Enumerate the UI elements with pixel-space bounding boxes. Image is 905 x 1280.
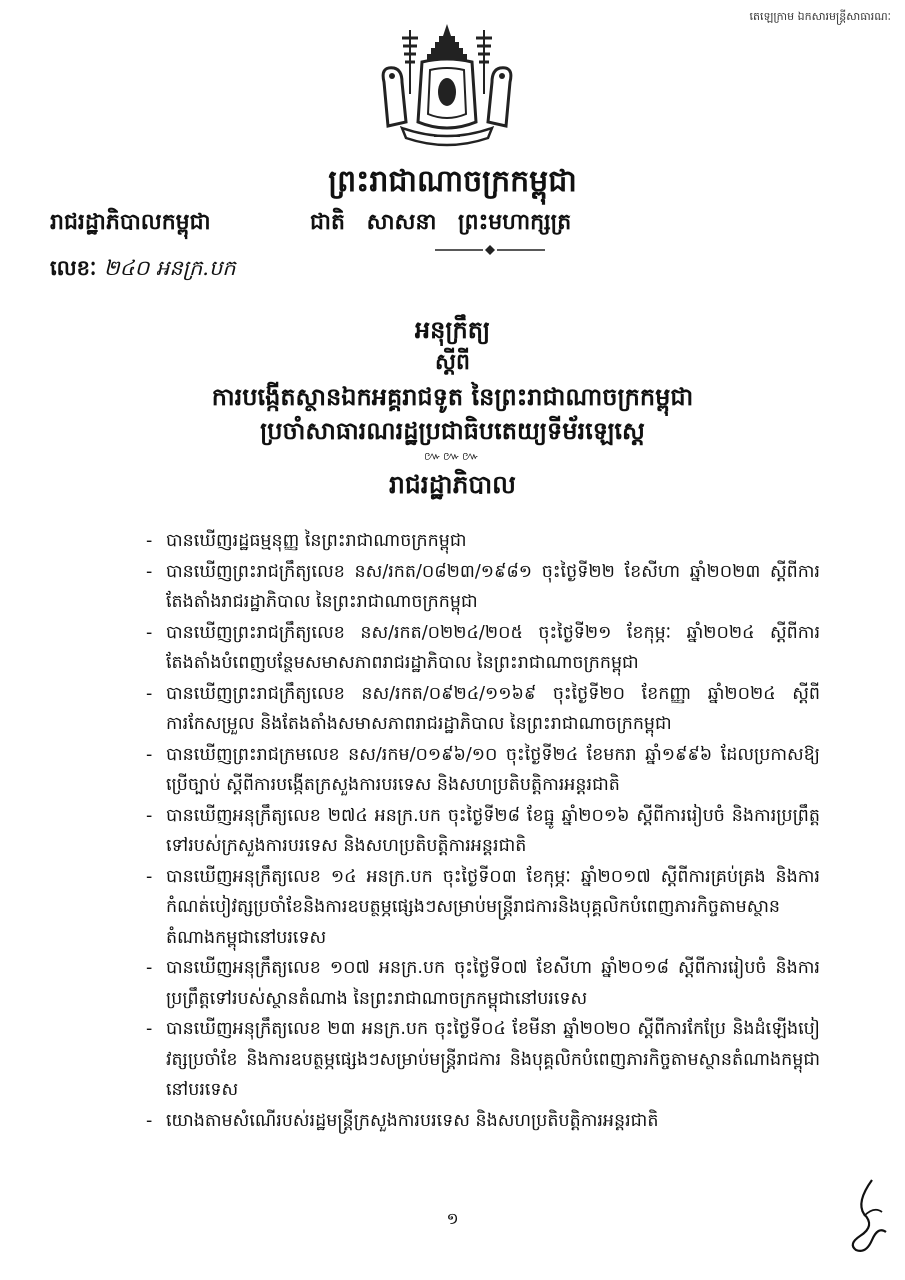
- clause-item: - បានឃើញរដ្ឋធម្មនុញ្ញ នៃព្រះរាជាណាចក្រកម្ពុជា: [146, 531, 467, 551]
- clause-text: បានឃើញអនុក្រឹត្យលេខ ២៣ អនក្រ.បក ចុះថ្ងៃទី០៤ ខែមីនា ឆ្នាំ២០២០ ស្តីពីការកែប្រែ និងដំឡើងបៀវត្សប្រចាំខែ និងការឧបត្ថម្ភផ្សេងៗសម្រាប់មន្ត្រីរាជការ និងបុគ្គលិកបំពេញភារកិច្ចតាមស្ថានតំណាងកម្ពុជានៅបរទេស: [166, 1019, 820, 1100]
- national-motto: ជាតិ សាសនា ព្រះមហាក្សត្រ: [310, 210, 572, 235]
- document-reference: [50, 255, 236, 286]
- clause-item: - បានឃើញអនុក្រឹត្យលេខ ១០៧ អនក្រ.បក ចុះថ្ងៃទី០៧ ខែសីហា ឆ្នាំ២០១៨ ស្តីពីការរៀបចំ និងការប្រព្រឹត្តទៅរបស់ស្ថានតំណាង នៃព្រះរាជាណាចក្រកម្ពុជានៅបរទេស: [146, 958, 820, 1009]
- clause-text: បានឃើញព្រះរាជក្រឹត្យលេខ នស/រកត/០៩២៤/១១៦៩ ចុះថ្ងៃទី២០ ខែកញ្ញា ឆ្នាំ២០២៤ ស្តីពីការកែសម្រួល និងតែងតាំងសមាសភាពរាជរដ្ឋាភិបាល នៃព្រះរាជាណាចក្រកម្ពុជា: [166, 683, 820, 734]
- royal-emblem-icon: [372, 22, 522, 154]
- title-separator: ៚៚៚: [424, 449, 481, 463]
- motto-ornament: [435, 244, 545, 256]
- issuer-heading: រាជរដ្ឋាភិបាល: [389, 470, 516, 499]
- reference-label: លេខៈ: [50, 256, 97, 280]
- signature-icon: [842, 1176, 892, 1256]
- clause-text: បានឃើញព្រះរាជក្រឹត្យលេខ នស/រកត/០៨២៣/១៩៨១ ចុះថ្ងៃទី២២ ខែសីហា ឆ្នាំ២០២៣ ស្តីពីការតែងតាំងរាជរដ្ឋាភិបាល នៃព្រះរាជាណាចក្រកម្ពុជា: [166, 561, 820, 612]
- reference-number: ២៤០ អនក្រ.បក: [103, 256, 236, 280]
- clause-item: - បានឃើញព្រះរាជក្រឹត្យលេខ នស/រកត/០៩២៤/១១៦៩ ចុះថ្ងៃទី២០ ខែកញ្ញា ឆ្នាំ២០២៤ ស្តីពីការកែសម្រួល និងតែងតាំងសមាសភាពរាជរដ្ឋាភិបាល នៃព្រះរាជាណាចក្រកម្ពុជា: [146, 683, 820, 734]
- clause-item: - យោងតាមសំណើរបស់រដ្ឋមន្ត្រីក្រសួងការបរទេស និងសហប្រតិបត្តិការអន្តរជាតិ: [146, 1110, 659, 1131]
- document-type: អនុក្រឹត្យ: [414, 316, 491, 344]
- subject-line-1: ការបង្កើតស្ថានឯកអគ្គរាជទូត នៃព្រះរាជាណាចក្រកម្ពុជា: [211, 383, 694, 411]
- clause-item: - បានឃើញព្រះរាជក្រមលេខ នស/រកម/០១៩៦/១០ ចុះថ្ងៃទី២៤ ខែមករា ឆ្នាំ១៩៩៦ ដែលប្រកាសឱ្យប្រើច្បាប់ ស្តីពីការបង្កើតក្រសួងការបរទេស និងសហប្រតិបត្តិការអន្តរជាតិ: [146, 744, 820, 795]
- clause-text: បានឃើញអនុក្រឹត្យលេខ ១០៧ អនក្រ.បក ចុះថ្ងៃទី០៧ ខែសីហា ឆ្នាំ២០១៨ ស្តីពីការរៀបចំ និងការប្រព្រឹត្តទៅរបស់ស្ថានតំណាង នៃព្រះរាជាណាចក្រកម្ពុជានៅបរទេស: [166, 958, 820, 1009]
- clause-text: បានឃើញរដ្ឋធម្មនុញ្ញ នៃព្រះរាជាណាចក្រកម្ពុជា: [166, 531, 467, 551]
- clause-text: បានឃើញព្រះរាជក្រមលេខ នស/រកម/០១៩៦/១០ ចុះថ្ងៃទី២៤ ខែមករា ឆ្នាំ១៩៩៦ ដែលប្រកាសឱ្យប្រើច្បាប់ ស្តីពីការបង្កើតក្រសួងការបរទេស និងសហប្រតិបត្តិការអន្តរជាតិ: [166, 744, 820, 795]
- clause-text: បានឃើញព្រះរាជក្រឹត្យលេខ នស/រកត/០២២៤/២០៥ ចុះថ្ងៃទី២១ ខែកុម្ភៈ ឆ្នាំ២០២៤ ស្តីពីការតែងតាំងបំពេញបន្ថែមសមាសភាពរាជរដ្ឋាភិបាល នៃព្រះរាជាណាចក្រកម្ពុជា: [166, 622, 820, 673]
- clause-text: យោងតាមសំណើរបស់រដ្ឋមន្ត្រីក្រសួងការបរទេស និងសហប្រតិបត្តិការអន្តរជាតិ: [166, 1110, 659, 1131]
- kingdom-title: ព្រះរាជាណាចក្រកម្ពុជា: [328, 164, 577, 199]
- clause-item: - បានឃើញព្រះរាជក្រឹត្យលេខ នស/រកត/០២២៤/២០៥ ចុះថ្ងៃទី២១ ខែកុម្ភៈ ឆ្នាំ២០២៤ ស្តីពីការតែងតាំងបំពេញបន្ថែមសមាសភាពរាជរដ្ឋាភិបាល នៃព្រះរាជាណាចក្រកម្ពុជា: [146, 622, 820, 673]
- clause-text: បានឃើញអនុក្រឹត្យលេខ ១៤ អនក្រ.បក ចុះថ្ងៃទី០៣ ខែកុម្ភៈ ឆ្នាំ២០១៧ ស្តីពីការគ្រប់គ្រង និងការកំណត់បៀវត្សប្រចាំខែនិងការឧបត្ថម្ភផ្សេងៗសម្រាប់មន្ត្រីរាជការនិងបុគ្គលិកបំពេញភារកិច្ចតាមស្ថានតំណាងកម្ពុជានៅបរទេស: [166, 866, 820, 948]
- clause-item: - បានឃើញអនុក្រឹត្យលេខ ២៧៤ អនក្រ.បក ចុះថ្ងៃទី២៨ ខែធ្នូ ឆ្នាំ២០១៦ ស្តីពីការរៀបចំ និងការប្រព្រឹត្តទៅរបស់ក្រសួងការបរទេស និងសហប្រតិបត្តិការអន្តរជាតិ: [146, 805, 820, 856]
- corner-note: តេឡេក្រាម ឯកសារមន្ត្រីសាធារណៈ: [749, 10, 891, 23]
- about-label: ស្តីពី: [435, 350, 470, 375]
- government-name: រាជរដ្ឋាភិបាលកម្ពុជា: [50, 210, 211, 235]
- clause-text: បានឃើញអនុក្រឹត្យលេខ ២៧៤ អនក្រ.បក ចុះថ្ងៃទី២៨ ខែធ្នូ ឆ្នាំ២០១៦ ស្តីពីការរៀបចំ និងការប្រព្រឹត្តទៅរបស់ក្រសួងការបរទេស និងសហប្រតិបត្តិការអន្តរជាតិ: [166, 805, 820, 856]
- clause-item: - បានឃើញព្រះរាជក្រឹត្យលេខ នស/រកត/០៨២៣/១៩៨១ ចុះថ្ងៃទី២២ ខែសីហា ឆ្នាំ២០២៣ ស្តីពីការតែងតាំងរាជរដ្ឋាភិបាល នៃព្រះរាជាណាចក្រកម្ពុជា: [146, 561, 820, 612]
- preamble-clauses: [140, 526, 820, 1136]
- clause-item: - បានឃើញអនុក្រឹត្យលេខ ២៣ អនក្រ.បក ចុះថ្ងៃទី០៤ ខែមីនា ឆ្នាំ២០២០ ស្តីពីការកែប្រែ និងដំឡើងបៀវត្សប្រចាំខែ និងការឧបត្ថម្ភផ្សេងៗសម្រាប់មន្ត្រីរាជការ និងបុគ្គលិកបំពេញភារកិច្ចតាមស្ថានតំណាងកម្ពុជានៅបរទេស: [146, 1019, 820, 1100]
- subject-line-2: ប្រចាំសាធារណរដ្ឋប្រជាធិបតេយ្យទីម័រឡេស្តេ: [260, 417, 645, 445]
- page-number: ១: [446, 1209, 459, 1228]
- clause-item: - បានឃើញអនុក្រឹត្យលេខ ១៤ អនក្រ.បក ចុះថ្ងៃទី០៣ ខែកុម្ភៈ ឆ្នាំ២០១៧ ស្តីពីការគ្រប់គ្រង និងការកំណត់បៀវត្សប្រចាំខែនិងការឧបត្ថម្ភផ្សេងៗសម្រាប់មន្ត្រីរាជការនិងបុគ្គលិកបំពេញភារកិច្ចតាមស្ថានតំណាងកម្ពុជានៅបរទេស: [146, 866, 820, 948]
